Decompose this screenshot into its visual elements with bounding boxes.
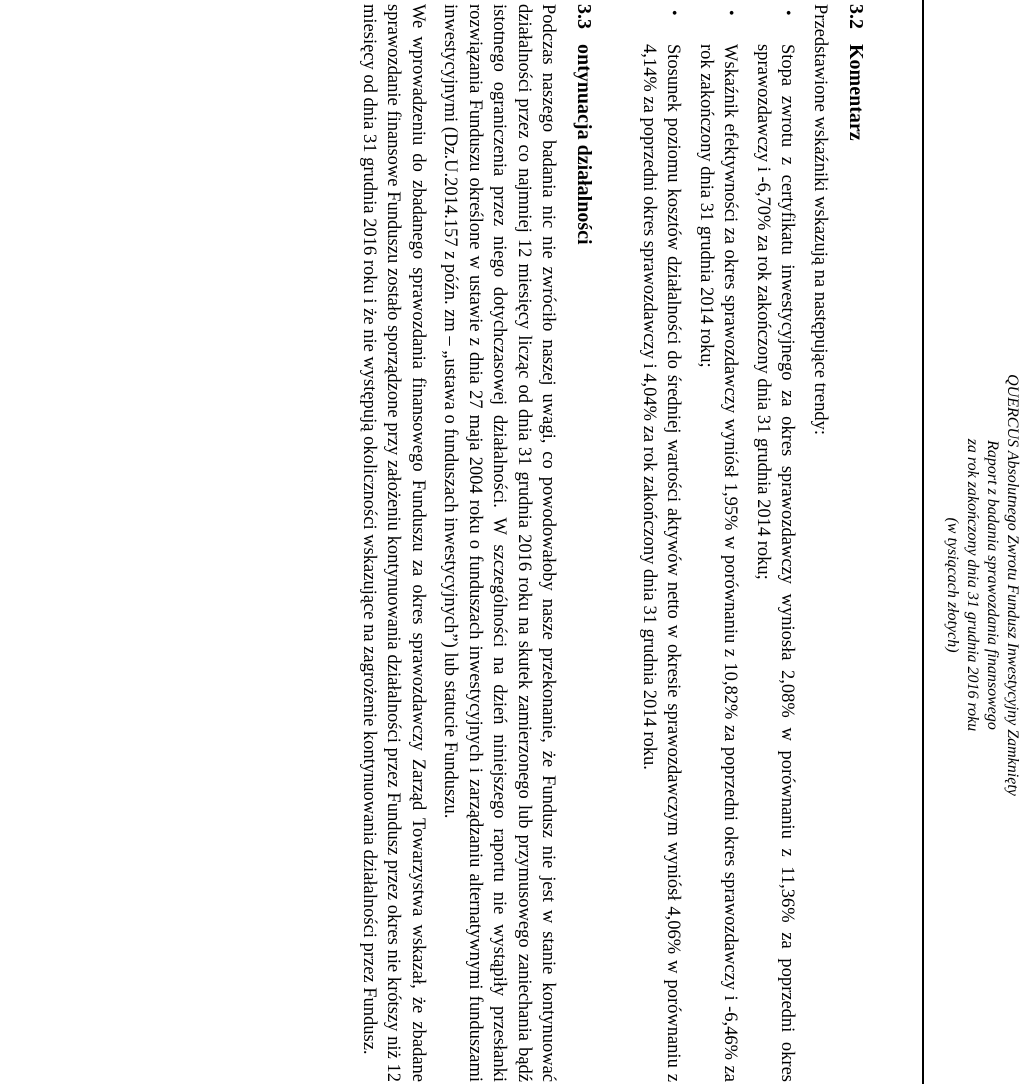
bullet-icon: • bbox=[779, 10, 797, 16]
header-report-title: Raport z badania sprawozdania finansowego bbox=[984, 440, 1001, 730]
going-concern-paragraph-2: We wprowadzeniu do zbadanego sprawozdania finansowego Funduszu za okres sprawozdawczy Zarząd Towarzystwa wskazał, że zbadane sprawozdanie finansowe Funduszu zostało sporządzone przy założeniu kontynuowania działalności przez Fundusz przez okres nie krótszy niż 12 miesięcy od dnia 31 grudnia 2016 roku i że nie występują okoliczności wskazujące na zagrożenie kontynuowania działalności przez Fundusz. bbox=[359, 4, 428, 1082]
header-fund-name: QUERCUS Absolutnego Zwrotu Fundusz Inwestycyjny Zamknięty bbox=[1004, 374, 1021, 796]
header-divider bbox=[923, 0, 925, 1084]
document-body bbox=[349, 4, 909, 1082]
section-3-2-heading bbox=[844, 4, 868, 1082]
section-3-2-intro: Przedstawione wskaźniki wskazują na następujące trendy: bbox=[810, 4, 830, 436]
section-3-3-heading bbox=[573, 4, 597, 1082]
section-3-3-title: ontynuacja działalności bbox=[573, 44, 596, 245]
going-concern-paragraph-1: Podczas naszego badania nic nie zwróciło naszej uwagi, co powodowałoby nasze przekonanie, że Fundusz nie jest w stanie kontynuować działalności przez co najmniej 12 miesięcy licząc od dnia 31 grudnia 2016 roku na skutek zamierzonego lub przymusowego zaniechania bądź istotnego ograniczenia przez niego dotychczasowej działalności. W szczególności na dzień niniejszego raportu nie wystąpiły przesłanki rozwiązania Funduszu określone w ustawie z dnia 27 maja 2004 roku o funduszach inwestycyjnych i zarządzaniu alternatywnymi funduszami inwestycyjnymi (Dz.U.2014.157 z późn. zm – „ustawa o funduszach inwestycyjnych”) lub statucie Funduszu. bbox=[440, 4, 559, 1082]
header-units: (w tysiącach złotych) bbox=[944, 517, 961, 653]
trend-item-cost-ratio bbox=[637, 4, 686, 1082]
trend-item-return-rate bbox=[751, 4, 800, 1082]
section-3-2-title: Komentarz bbox=[845, 44, 867, 141]
section-3-2-number: 3.2 bbox=[845, 4, 867, 29]
header-period: za rok zakończony dnia 31 grudnia 2016 roku bbox=[964, 438, 981, 732]
bullet-icon: • bbox=[665, 10, 683, 16]
trend-item-text: Wskaźnik efektywności za okres sprawozdawczy wyniósł 1,95% w porównaniu z 10,82% za poprzedni okres sprawozdawczy i -6,46% za rok zakończony dnia 31 grudnia 2014 roku; bbox=[696, 44, 741, 1082]
trend-list bbox=[637, 4, 800, 1082]
trend-item-text: Stopa zwrotu z certyfikatu inwestycyjnego za okres sprawozdawczy wyniosła 2,08% w porównaniu z 11,36% za poprzedni okres sprawozdawczy i -6,70% za rok zakończony dnia 31 grudnia 2014 roku; bbox=[753, 44, 798, 1082]
trend-item-text: Stosunek poziomu kosztów działalności do średniej wartości aktywów netto w okresie sprawozdawczym wyniósł 4,06% w porównaniu z 4,14% za poprzedni okres sprawozdawczy i 4,04% za rok zakończony dnia 31 grudnia 2014 roku. bbox=[639, 44, 684, 1082]
bullet-icon: • bbox=[722, 10, 740, 16]
document-header bbox=[942, 185, 1024, 985]
trend-item-efficiency bbox=[694, 4, 743, 1082]
section-3-3-number: 3.3 bbox=[573, 4, 596, 29]
